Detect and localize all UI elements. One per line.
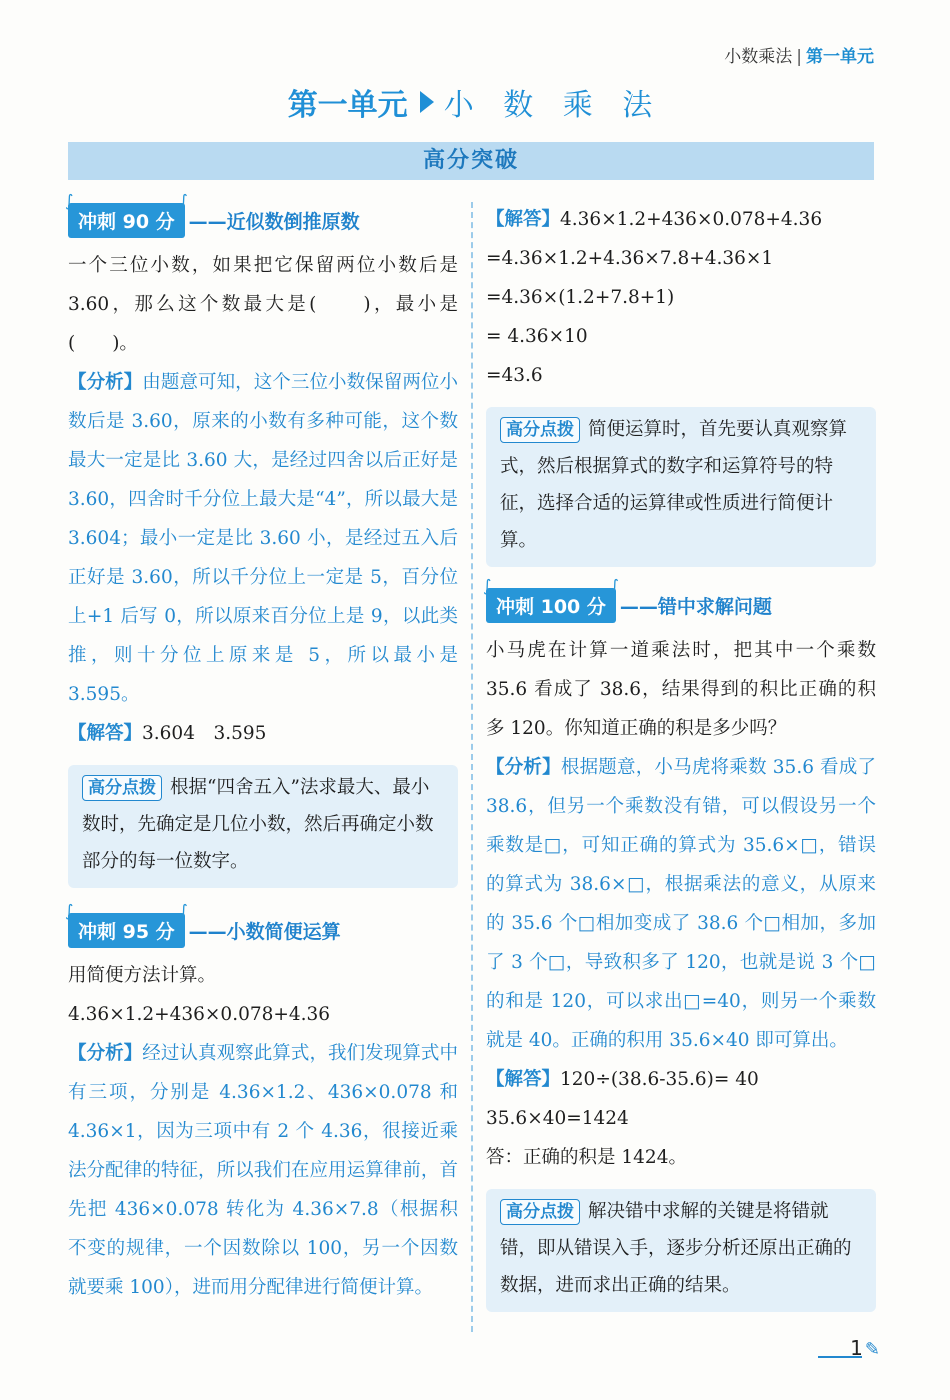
hook-icon: ∫ xyxy=(179,900,188,920)
section-95-answer-line: 【解答】4.36×1.2+436×0.078+4.36 xyxy=(486,209,823,230)
section-100-title: ——错中求解问题 xyxy=(619,595,772,618)
section-95-tag: ∫ 冲刺 95 分 ∫ xyxy=(68,913,185,948)
section-banner: 高分突破 xyxy=(68,142,874,180)
section-100-analysis: 【分析】根据题意，小马虎将乘数 35.6 看成了 38.6，但另一个乘数没有错，可以假设另一个乘数是□，可知正确的算式为 35.6×□，错误的算式为 38.6×□，根据乘法的意义，从原来的 35.6 个□相加变成了 38.6 个□相加，多加了 3 个□，导致积多了 120，也就是说 3 个□的和是 120，可以求出□=40，则另一个乘数就是 40。正确的积用 35.6×40 即可算出。 xyxy=(486,757,876,1051)
answer-label: 【解答】 xyxy=(486,1069,561,1090)
header-unit: 第一单元 xyxy=(806,47,874,67)
section-90-heading xyxy=(65,190,458,240)
section-95-step: = 4.36×10 xyxy=(486,326,588,347)
section-95-title: ——小数简便运算 xyxy=(188,920,341,943)
analysis-label: 【分析】 xyxy=(68,372,143,393)
unit-title-topic: 小 数 乘 法 xyxy=(443,88,663,123)
section-95-step: =43.6 xyxy=(486,365,543,386)
hook-icon: ∫ xyxy=(610,575,619,595)
hook-icon: ∫ xyxy=(483,575,492,595)
section-100-heading xyxy=(483,575,876,625)
unit-title xyxy=(0,80,950,124)
answer-label: 【解答】 xyxy=(486,209,561,230)
running-header xyxy=(724,42,874,67)
tip-label: 高分点拨 xyxy=(500,1199,580,1225)
section-90-tag: ∫ 冲刺 90 分 ∫ xyxy=(68,203,185,238)
hook-icon: ∫ xyxy=(65,190,74,210)
hook-icon: ∫ xyxy=(179,190,188,210)
page-underline xyxy=(818,1356,862,1358)
section-90-question: 一个三位小数，如果把它保留两位小数后是 3.60，那么这个数最大是( )，最小是( )。 xyxy=(68,255,458,354)
tip-label: 高分点拨 xyxy=(500,417,580,443)
section-90-answer: 【解答】3.604 3.595 xyxy=(68,723,267,744)
answer-label: 【解答】 xyxy=(68,723,143,744)
header-separator: | xyxy=(796,47,802,67)
analysis-label: 【分析】 xyxy=(486,757,561,778)
analysis-label: 【分析】 xyxy=(68,1043,143,1064)
section-90-analysis: 【分析】由题意可知，这个三位小数保留两位小数后是 3.60，原来的小数有多种可能，这个数最大一定是比 3.60 大，是经过四舍以后正好是 3.60，四舍时千分位上最大是“4”，所以最大是 3.604；最小一定是比 3.60 小，是经过五入后正好是 3.60，所以千分位上一定是 5，百分位上+1 后写 0，所以原来百分位上是 9，以此类推，则十分位上原来是 5，所以最小是 3.595。 xyxy=(68,372,458,705)
section-100-answer-line: 【解答】120÷(38.6-35.6)= 40 xyxy=(486,1069,759,1090)
triangle-arrow-icon xyxy=(420,91,434,113)
section-100-tag: ∫ 冲刺 100 分 ∫ xyxy=(486,588,616,623)
header-topic: 小数乘法 xyxy=(724,47,793,67)
section-90-tip: 高分点拨 根据“四舍五入”法求最大、最小数时，先确定是几位小数，然后再确定小数部分的每一位数字。 xyxy=(68,765,458,888)
section-95-question: 用简便方法计算。 xyxy=(68,965,217,986)
hook-icon: ∫ xyxy=(65,900,74,920)
section-95-step: =4.36×(1.2+7.8+1) xyxy=(486,287,675,308)
section-95-heading xyxy=(65,900,458,950)
section-100-step: 35.6×40=1424 xyxy=(486,1108,629,1129)
right-column xyxy=(483,200,876,1326)
page-number: 1 ✎ xyxy=(850,1336,880,1360)
section-90-title: ——近似数倒推原数 xyxy=(188,210,360,233)
section-100-tip: 高分点拨 解决错中求解的关键是将错就错，即从错误入手，逐步分析还原出正确的数据，进而求出正确的结果。 xyxy=(486,1189,876,1312)
tip-label: 高分点拨 xyxy=(82,775,162,801)
section-95-expression: 4.36×1.2+436×0.078+4.36 xyxy=(68,1004,331,1025)
section-95-tip: 高分点拨 简便运算时，首先要认真观察算式，然后根据算式的数字和运算符号的特征，选择合适的运算律或性质进行简便计算。 xyxy=(486,407,876,567)
pencil-icon: ✎ xyxy=(864,1339,880,1360)
column-divider xyxy=(471,202,473,1332)
section-95-step: =4.36×1.2+4.36×7.8+4.36×1 xyxy=(486,248,774,269)
section-100-step: 答：正确的积是 1424。 xyxy=(486,1147,687,1168)
left-column xyxy=(65,190,458,1307)
section-100-question: 小马虎在计算一道乘法时，把其中一个乘数 35.6 看成了 38.6，结果得到的积比正确的积多 120。你知道正确的积是多少吗？ xyxy=(486,640,876,739)
unit-title-unit: 第一单元 xyxy=(287,88,408,123)
section-95-analysis: 【分析】经过认真观察此算式，我们发现算式中有三项，分别是 4.36×1.2、436×0.078 和 4.36×1，因为三项中有 2 个 4.36，很接近乘法分配律的特征，所以我们在应用运算律前，首先把 436×0.078 转化为 4.36×7.8（根据积不变的规律，一个因数除以 100，另一个因数就要乘 100），进而用分配律进行简便计算。 xyxy=(68,1043,458,1298)
